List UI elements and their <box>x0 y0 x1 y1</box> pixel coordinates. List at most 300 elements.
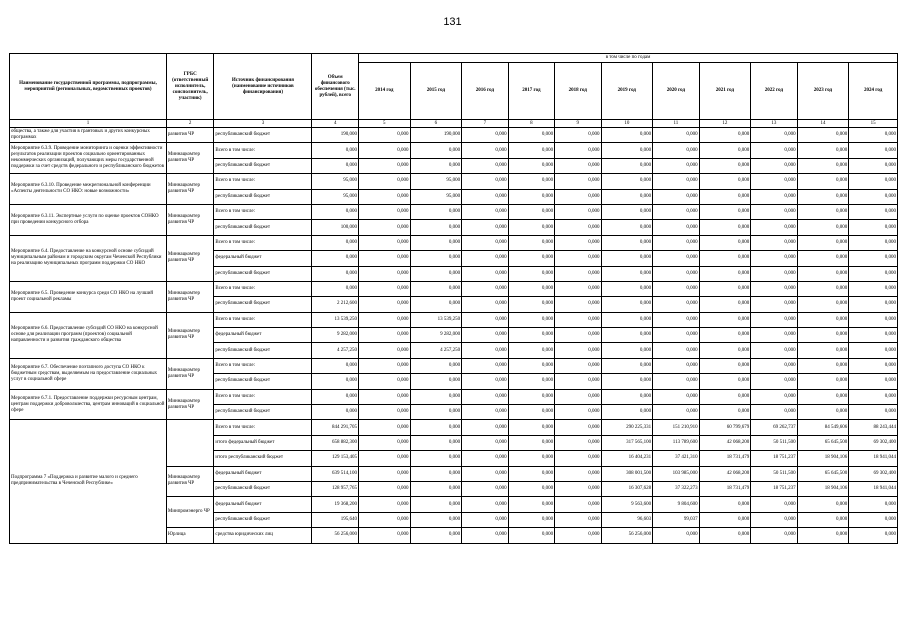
value-cell: 113 789,600 <box>653 435 699 450</box>
value-cell: 0,000 <box>555 497 601 512</box>
value-cell: 0,000 <box>699 328 751 343</box>
value-cell: 42 068,200 <box>699 435 751 450</box>
source-cell: республиканский бюджет <box>214 220 312 235</box>
value-cell: 0,000 <box>358 281 410 296</box>
value-cell: 0,000 <box>555 420 601 435</box>
value-cell: 0,000 <box>410 281 462 296</box>
value-cell: 0,000 <box>751 328 797 343</box>
source-cell: Всего в том числе: <box>214 235 312 250</box>
value-cell: 0,000 <box>653 158 699 173</box>
value-cell: 0,000 <box>312 358 358 373</box>
header-year: 2021 год <box>699 63 751 120</box>
source-cell: итого республиканский бюджет <box>214 451 312 466</box>
source-cell: средства юридических лиц <box>214 528 312 543</box>
value-cell: 88 243,444 <box>849 420 898 435</box>
value-cell: 0,000 <box>849 251 898 266</box>
value-cell: 0,000 <box>653 297 699 312</box>
source-cell: республиканский бюджет <box>214 158 312 173</box>
value-cell: 0,000 <box>555 435 601 450</box>
value-cell: 0,000 <box>797 143 849 158</box>
value-cell: 0,000 <box>508 297 554 312</box>
value-cell: 0,000 <box>699 374 751 389</box>
header-year: 2015 год <box>410 63 462 120</box>
value-cell: 0,000 <box>508 528 554 543</box>
column-index: 2 <box>166 120 213 128</box>
value-cell: 13 539,250 <box>312 312 358 327</box>
header-year: 2019 год <box>601 63 653 120</box>
column-index: 15 <box>849 120 898 128</box>
header-source: Источник финансирования (наименование источников финансирования) <box>214 54 312 120</box>
value-cell: 0,000 <box>797 343 849 358</box>
value-cell: 0,000 <box>699 389 751 404</box>
value-cell: 0,000 <box>699 497 751 512</box>
measure-name: Мероприятие 6.5. Проведение конкурса среди СО НКО на лучший проект социальной рекламы <box>10 281 167 312</box>
value-cell: 190,000 <box>312 128 358 143</box>
value-cell: 0,000 <box>699 128 751 143</box>
value-cell: 0,000 <box>555 312 601 327</box>
value-cell: 0,000 <box>601 174 653 189</box>
table-body <box>10 128 898 544</box>
value-cell: 0,000 <box>312 204 358 219</box>
value-cell: 0,000 <box>699 266 751 281</box>
value-cell: 0,000 <box>358 481 410 496</box>
value-cell: 0,000 <box>410 297 462 312</box>
value-cell: 0,000 <box>410 266 462 281</box>
value-cell: 0,000 <box>508 235 554 250</box>
value-cell: 0,000 <box>797 312 849 327</box>
value-cell: 0,000 <box>508 405 554 420</box>
value-cell: 60 799,679 <box>699 420 751 435</box>
value-cell: 0,000 <box>462 481 508 496</box>
value-cell: 0,000 <box>849 266 898 281</box>
value-cell: 0,000 <box>312 266 358 281</box>
value-cell: 0,000 <box>508 312 554 327</box>
measure-name: Мероприятие 6.3.9. Проведение мониторинга и оценки эффективности результатов реализации проектов социально ориентированных некоммерческих организаций, получающих меры государственной поддержки за счет средств федерального и республиканского бюджетов <box>10 143 167 174</box>
grbs-cell: Миннацкомтер развития ЧР <box>166 358 213 389</box>
header-year: 2018 год <box>555 63 601 120</box>
source-cell: республиканский бюджет <box>214 481 312 496</box>
value-cell: 0,000 <box>797 251 849 266</box>
source-cell: Всего в том числе: <box>214 420 312 435</box>
measure-name: общества, а также для участия в грантовых и других конкурсных программах <box>10 128 167 143</box>
table-header <box>10 54 898 128</box>
value-cell: 13 539,250 <box>410 312 462 327</box>
value-cell: 84 549,606 <box>797 420 849 435</box>
value-cell: 308 001,500 <box>601 466 653 481</box>
page-number: 131 <box>443 16 462 28</box>
header-total: Объем финансового обеспечения (тыс. рублей), всего <box>312 54 358 120</box>
value-cell: 9 804,600 <box>653 497 699 512</box>
value-cell: 0,000 <box>410 389 462 404</box>
value-cell: 0,000 <box>653 374 699 389</box>
value-cell: 96,603 <box>601 512 653 527</box>
header-years-group: в том числе по годам <box>358 54 897 63</box>
value-cell: 0,000 <box>797 328 849 343</box>
value-cell: 0,000 <box>699 189 751 204</box>
value-cell: 0,000 <box>601 251 653 266</box>
value-cell: 0,000 <box>699 204 751 219</box>
value-cell: 0,000 <box>358 358 410 373</box>
grbs-cell: Миннацкомтер развития ЧР <box>166 312 213 358</box>
value-cell: 0,000 <box>797 158 849 173</box>
value-cell: 0,000 <box>462 235 508 250</box>
value-cell: 0,000 <box>462 389 508 404</box>
value-cell: 0,000 <box>462 189 508 204</box>
value-cell: 0,000 <box>797 512 849 527</box>
value-cell: 0,000 <box>312 281 358 296</box>
value-cell: 69 302,400 <box>849 435 898 450</box>
value-cell: 0,000 <box>699 528 751 543</box>
value-cell: 0,000 <box>508 466 554 481</box>
value-cell: 0,000 <box>508 512 554 527</box>
value-cell: 0,000 <box>462 251 508 266</box>
value-cell: 0,000 <box>508 328 554 343</box>
grbs-cell: Миннацкомтер развития ЧР <box>166 143 213 174</box>
value-cell: 0,000 <box>797 281 849 296</box>
value-cell: 95,000 <box>410 189 462 204</box>
value-cell: 0,000 <box>797 266 849 281</box>
value-cell: 19 368,200 <box>312 497 358 512</box>
value-cell: 69 262,737 <box>751 420 797 435</box>
value-cell: 0,000 <box>555 128 601 143</box>
value-cell: 0,000 <box>601 312 653 327</box>
value-cell: 0,000 <box>699 312 751 327</box>
value-cell: 0,000 <box>358 451 410 466</box>
value-cell: 0,000 <box>410 481 462 496</box>
value-cell: 0,000 <box>699 143 751 158</box>
table-row <box>10 389 898 404</box>
value-cell: 0,000 <box>653 405 699 420</box>
header-grbs: ГРБС (ответственный исполнитель, соисполнитель, участник) <box>166 54 213 120</box>
header-year: 2017 год <box>508 63 554 120</box>
header-year: 2020 год <box>653 63 699 120</box>
value-cell: 0,000 <box>358 189 410 204</box>
value-cell: 0,000 <box>462 420 508 435</box>
table-row <box>10 204 898 219</box>
value-cell: 0,000 <box>555 528 601 543</box>
source-cell: республиканский бюджет <box>214 343 312 358</box>
value-cell: 0,000 <box>797 235 849 250</box>
value-cell: 0,000 <box>508 158 554 173</box>
value-cell: 0,000 <box>849 389 898 404</box>
value-cell: 2 212,600 <box>312 297 358 312</box>
value-cell: 0,000 <box>508 374 554 389</box>
value-cell: 0,000 <box>555 174 601 189</box>
value-cell: 0,000 <box>508 281 554 296</box>
value-cell: 0,000 <box>849 405 898 420</box>
value-cell: 0,000 <box>797 204 849 219</box>
value-cell: 0,000 <box>751 174 797 189</box>
value-cell: 95,000 <box>312 189 358 204</box>
value-cell: 0,000 <box>358 420 410 435</box>
value-cell: 0,000 <box>601 343 653 358</box>
value-cell: 0,000 <box>358 374 410 389</box>
value-cell: 0,000 <box>410 451 462 466</box>
value-cell: 0,000 <box>462 281 508 296</box>
value-cell: 0,000 <box>462 297 508 312</box>
value-cell: 0,000 <box>410 251 462 266</box>
value-cell: 0,000 <box>312 405 358 420</box>
value-cell: 0,000 <box>462 358 508 373</box>
value-cell: 0,000 <box>751 281 797 296</box>
value-cell: 0,000 <box>462 158 508 173</box>
value-cell: 0,000 <box>797 358 849 373</box>
value-cell: 0,000 <box>797 405 849 420</box>
header-year: 2023 год <box>797 63 849 120</box>
value-cell: 0,000 <box>751 220 797 235</box>
value-cell: 0,000 <box>555 466 601 481</box>
source-cell: федеральный бюджет <box>214 466 312 481</box>
source-cell: Всего в том числе: <box>214 143 312 158</box>
value-cell: 0,000 <box>462 204 508 219</box>
value-cell: 99,037 <box>653 512 699 527</box>
program-name: Подпрограмма 7 «Поддержка и развитие малого и среднего предпринимательства в Чеченской Республике» <box>10 420 167 543</box>
value-cell: 0,000 <box>653 343 699 358</box>
value-cell: 0,000 <box>410 204 462 219</box>
value-cell: 0,000 <box>751 389 797 404</box>
value-cell: 56 256,000 <box>601 528 653 543</box>
value-cell: 0,000 <box>653 204 699 219</box>
value-cell: 0,000 <box>849 358 898 373</box>
value-cell: 0,000 <box>699 281 751 296</box>
value-cell: 0,000 <box>699 158 751 173</box>
source-cell: Всего в том числе: <box>214 358 312 373</box>
value-cell: 0,000 <box>358 266 410 281</box>
value-cell: 0,000 <box>462 343 508 358</box>
value-cell: 0,000 <box>508 497 554 512</box>
value-cell: 69 302,400 <box>849 466 898 481</box>
value-cell: 195,640 <box>312 512 358 527</box>
value-cell: 0,000 <box>462 266 508 281</box>
value-cell: 0,000 <box>601 281 653 296</box>
value-cell: 0,000 <box>508 358 554 373</box>
table-row <box>10 358 898 373</box>
column-index: 5 <box>358 120 410 128</box>
value-cell: 0,000 <box>312 158 358 173</box>
value-cell: 0,000 <box>358 297 410 312</box>
value-cell: 0,000 <box>797 128 849 143</box>
measure-name: Мероприятие 6.3.11. Экспертные услуги по оценке проектов СОНКО при проведении конкурсного отбора <box>10 204 167 235</box>
value-cell: 0,000 <box>699 343 751 358</box>
header-year: 2022 год <box>751 63 797 120</box>
value-cell: 0,000 <box>751 266 797 281</box>
value-cell: 129 153,405 <box>312 451 358 466</box>
value-cell: 0,000 <box>358 174 410 189</box>
value-cell: 18 904,106 <box>797 451 849 466</box>
value-cell: 0,000 <box>653 312 699 327</box>
value-cell: 9 282,000 <box>312 328 358 343</box>
value-cell: 0,000 <box>508 343 554 358</box>
grbs-cell: Миннацкомтер развития ЧР <box>166 466 213 497</box>
grbs-cell: Минпромэнерго ЧР <box>166 497 213 528</box>
value-cell: 0,000 <box>462 143 508 158</box>
value-cell: 0,000 <box>849 158 898 173</box>
value-cell: 0,000 <box>653 528 699 543</box>
value-cell: 0,000 <box>601 328 653 343</box>
value-cell: 0,000 <box>751 158 797 173</box>
header-year: 2016 год <box>462 63 508 120</box>
value-cell: 0,000 <box>601 235 653 250</box>
grbs-cell: Миннацкомтер развития ЧР <box>166 204 213 235</box>
value-cell: 0,000 <box>508 435 554 450</box>
measure-name: Мероприятие 6.3.10. Проведение межрегиональной конференции «Аспекты деятельности СО НКО: новые возможности» <box>10 174 167 205</box>
value-cell: 0,000 <box>849 512 898 527</box>
value-cell: 0,000 <box>601 143 653 158</box>
value-cell: 0,000 <box>410 405 462 420</box>
value-cell: 0,000 <box>312 374 358 389</box>
column-index: 1 <box>10 120 167 128</box>
value-cell: 18 904,106 <box>797 481 849 496</box>
value-cell: 0,000 <box>601 297 653 312</box>
value-cell: 103 985,000 <box>653 466 699 481</box>
value-cell: 0,000 <box>462 451 508 466</box>
value-cell: 0,000 <box>462 328 508 343</box>
value-cell: 0,000 <box>849 128 898 143</box>
value-cell: 0,000 <box>555 328 601 343</box>
value-cell: 0,000 <box>849 497 898 512</box>
value-cell: 0,000 <box>653 235 699 250</box>
table-row <box>10 174 898 189</box>
value-cell: 0,000 <box>462 435 508 450</box>
value-cell: 639 514,100 <box>312 466 358 481</box>
value-cell: 0,000 <box>797 220 849 235</box>
value-cell: 151 210,910 <box>653 420 699 435</box>
column-index: 12 <box>699 120 751 128</box>
value-cell: 0,000 <box>797 374 849 389</box>
grbs-cell: Юрлица <box>166 528 213 543</box>
value-cell: 0,000 <box>699 220 751 235</box>
value-cell: 0,000 <box>653 328 699 343</box>
header-row <box>10 54 898 63</box>
value-cell: 0,000 <box>699 358 751 373</box>
value-cell: 0,000 <box>653 128 699 143</box>
source-cell: республиканский бюджет <box>214 512 312 527</box>
value-cell: 0,000 <box>751 143 797 158</box>
value-cell: 0,000 <box>849 189 898 204</box>
header-year: 2014 год <box>358 63 410 120</box>
value-cell: 0,000 <box>751 405 797 420</box>
value-cell: 0,000 <box>699 405 751 420</box>
value-cell: 0,000 <box>797 389 849 404</box>
value-cell: 0,000 <box>751 251 797 266</box>
value-cell: 0,000 <box>699 235 751 250</box>
value-cell: 190,000 <box>410 128 462 143</box>
value-cell: 0,000 <box>849 281 898 296</box>
value-cell: 4 257,250 <box>410 343 462 358</box>
grbs-cell <box>166 420 213 466</box>
value-cell: 0,000 <box>312 235 358 250</box>
value-cell: 0,000 <box>849 328 898 343</box>
value-cell: 37 322,273 <box>653 481 699 496</box>
source-cell: федеральный бюджет <box>214 328 312 343</box>
value-cell: 18 941,044 <box>849 451 898 466</box>
budget-table <box>9 53 898 544</box>
value-cell: 0,000 <box>555 158 601 173</box>
value-cell: 18 731,479 <box>699 451 751 466</box>
value-cell: 0,000 <box>462 466 508 481</box>
value-cell: 0,000 <box>358 497 410 512</box>
value-cell: 0,000 <box>462 174 508 189</box>
value-cell: 0,000 <box>751 374 797 389</box>
value-cell: 0,000 <box>601 389 653 404</box>
value-cell: 0,000 <box>462 497 508 512</box>
value-cell: 0,000 <box>358 435 410 450</box>
value-cell: 0,000 <box>410 235 462 250</box>
table-row <box>10 281 898 296</box>
value-cell: 16 307,628 <box>601 481 653 496</box>
value-cell: 0,000 <box>751 312 797 327</box>
value-cell: 0,000 <box>462 528 508 543</box>
value-cell: 95,000 <box>410 174 462 189</box>
value-cell: 0,000 <box>462 312 508 327</box>
measure-name: Мероприятие 6.7. Обеспечение поэтапного доступа СО НКО к бюджетным средствам, выделяемым на предоставление социальных услуг в социальной сфере <box>10 358 167 389</box>
value-cell: 0,000 <box>358 204 410 219</box>
value-cell: 9 282,000 <box>410 328 462 343</box>
column-index: 14 <box>797 120 849 128</box>
value-cell: 18 731,479 <box>699 481 751 496</box>
value-cell: 0,000 <box>797 297 849 312</box>
value-cell: 0,000 <box>849 143 898 158</box>
value-cell: 0,000 <box>797 174 849 189</box>
value-cell: 128 957,765 <box>312 481 358 496</box>
measure-name: Мероприятие 6.6. Предоставление субсидий СО НКО на конкурсной основе для реализации программ (проектов) социальной направленности и развития гражданского общества <box>10 312 167 358</box>
value-cell: 50 511,500 <box>751 466 797 481</box>
value-cell: 0,000 <box>751 189 797 204</box>
value-cell: 0,000 <box>462 220 508 235</box>
source-cell: республиканский бюджет <box>214 297 312 312</box>
value-cell: 0,000 <box>358 528 410 543</box>
grbs-cell: Миннацкомтер развития ЧР <box>166 174 213 205</box>
value-cell: 0,000 <box>555 235 601 250</box>
value-cell: 0,000 <box>751 497 797 512</box>
value-cell: 0,000 <box>555 343 601 358</box>
grbs-cell: Миннацкомтер развития ЧР <box>166 235 213 281</box>
value-cell: 0,000 <box>653 358 699 373</box>
value-cell: 18 751,237 <box>751 451 797 466</box>
value-cell: 4 257,250 <box>312 343 358 358</box>
source-cell: республиканский бюджет <box>214 266 312 281</box>
value-cell: 0,000 <box>601 374 653 389</box>
value-cell: 0,000 <box>653 281 699 296</box>
value-cell: 0,000 <box>751 128 797 143</box>
column-index: 4 <box>312 120 358 128</box>
value-cell: 0,000 <box>601 266 653 281</box>
value-cell: 0,000 <box>358 328 410 343</box>
value-cell: 0,000 <box>601 204 653 219</box>
value-cell: 0,000 <box>358 312 410 327</box>
source-cell: республиканский бюджет <box>214 189 312 204</box>
value-cell: 0,000 <box>555 405 601 420</box>
table-row <box>10 312 898 327</box>
value-cell: 0,000 <box>555 251 601 266</box>
value-cell: 0,000 <box>797 497 849 512</box>
value-cell: 0,000 <box>555 374 601 389</box>
value-cell: 0,000 <box>849 235 898 250</box>
measure-name: Мероприятие 6.7.1. Предоставление поддержки ресурсным центрам, центрам поддержки добровольчества, центрам инноваций в социальной сфере <box>10 389 167 420</box>
value-cell: 0,000 <box>555 297 601 312</box>
value-cell: 0,000 <box>312 143 358 158</box>
value-cell: 0,000 <box>601 220 653 235</box>
column-index-row <box>10 120 898 128</box>
source-cell: республиканский бюджет <box>214 374 312 389</box>
grbs-cell: Миннацкомтер развития ЧР <box>166 281 213 312</box>
value-cell: 0,000 <box>508 143 554 158</box>
value-cell: 0,000 <box>555 451 601 466</box>
value-cell: 0,000 <box>358 512 410 527</box>
source-cell: Всего в том числе: <box>214 174 312 189</box>
value-cell: 18 751,237 <box>751 481 797 496</box>
column-index: 7 <box>462 120 508 128</box>
